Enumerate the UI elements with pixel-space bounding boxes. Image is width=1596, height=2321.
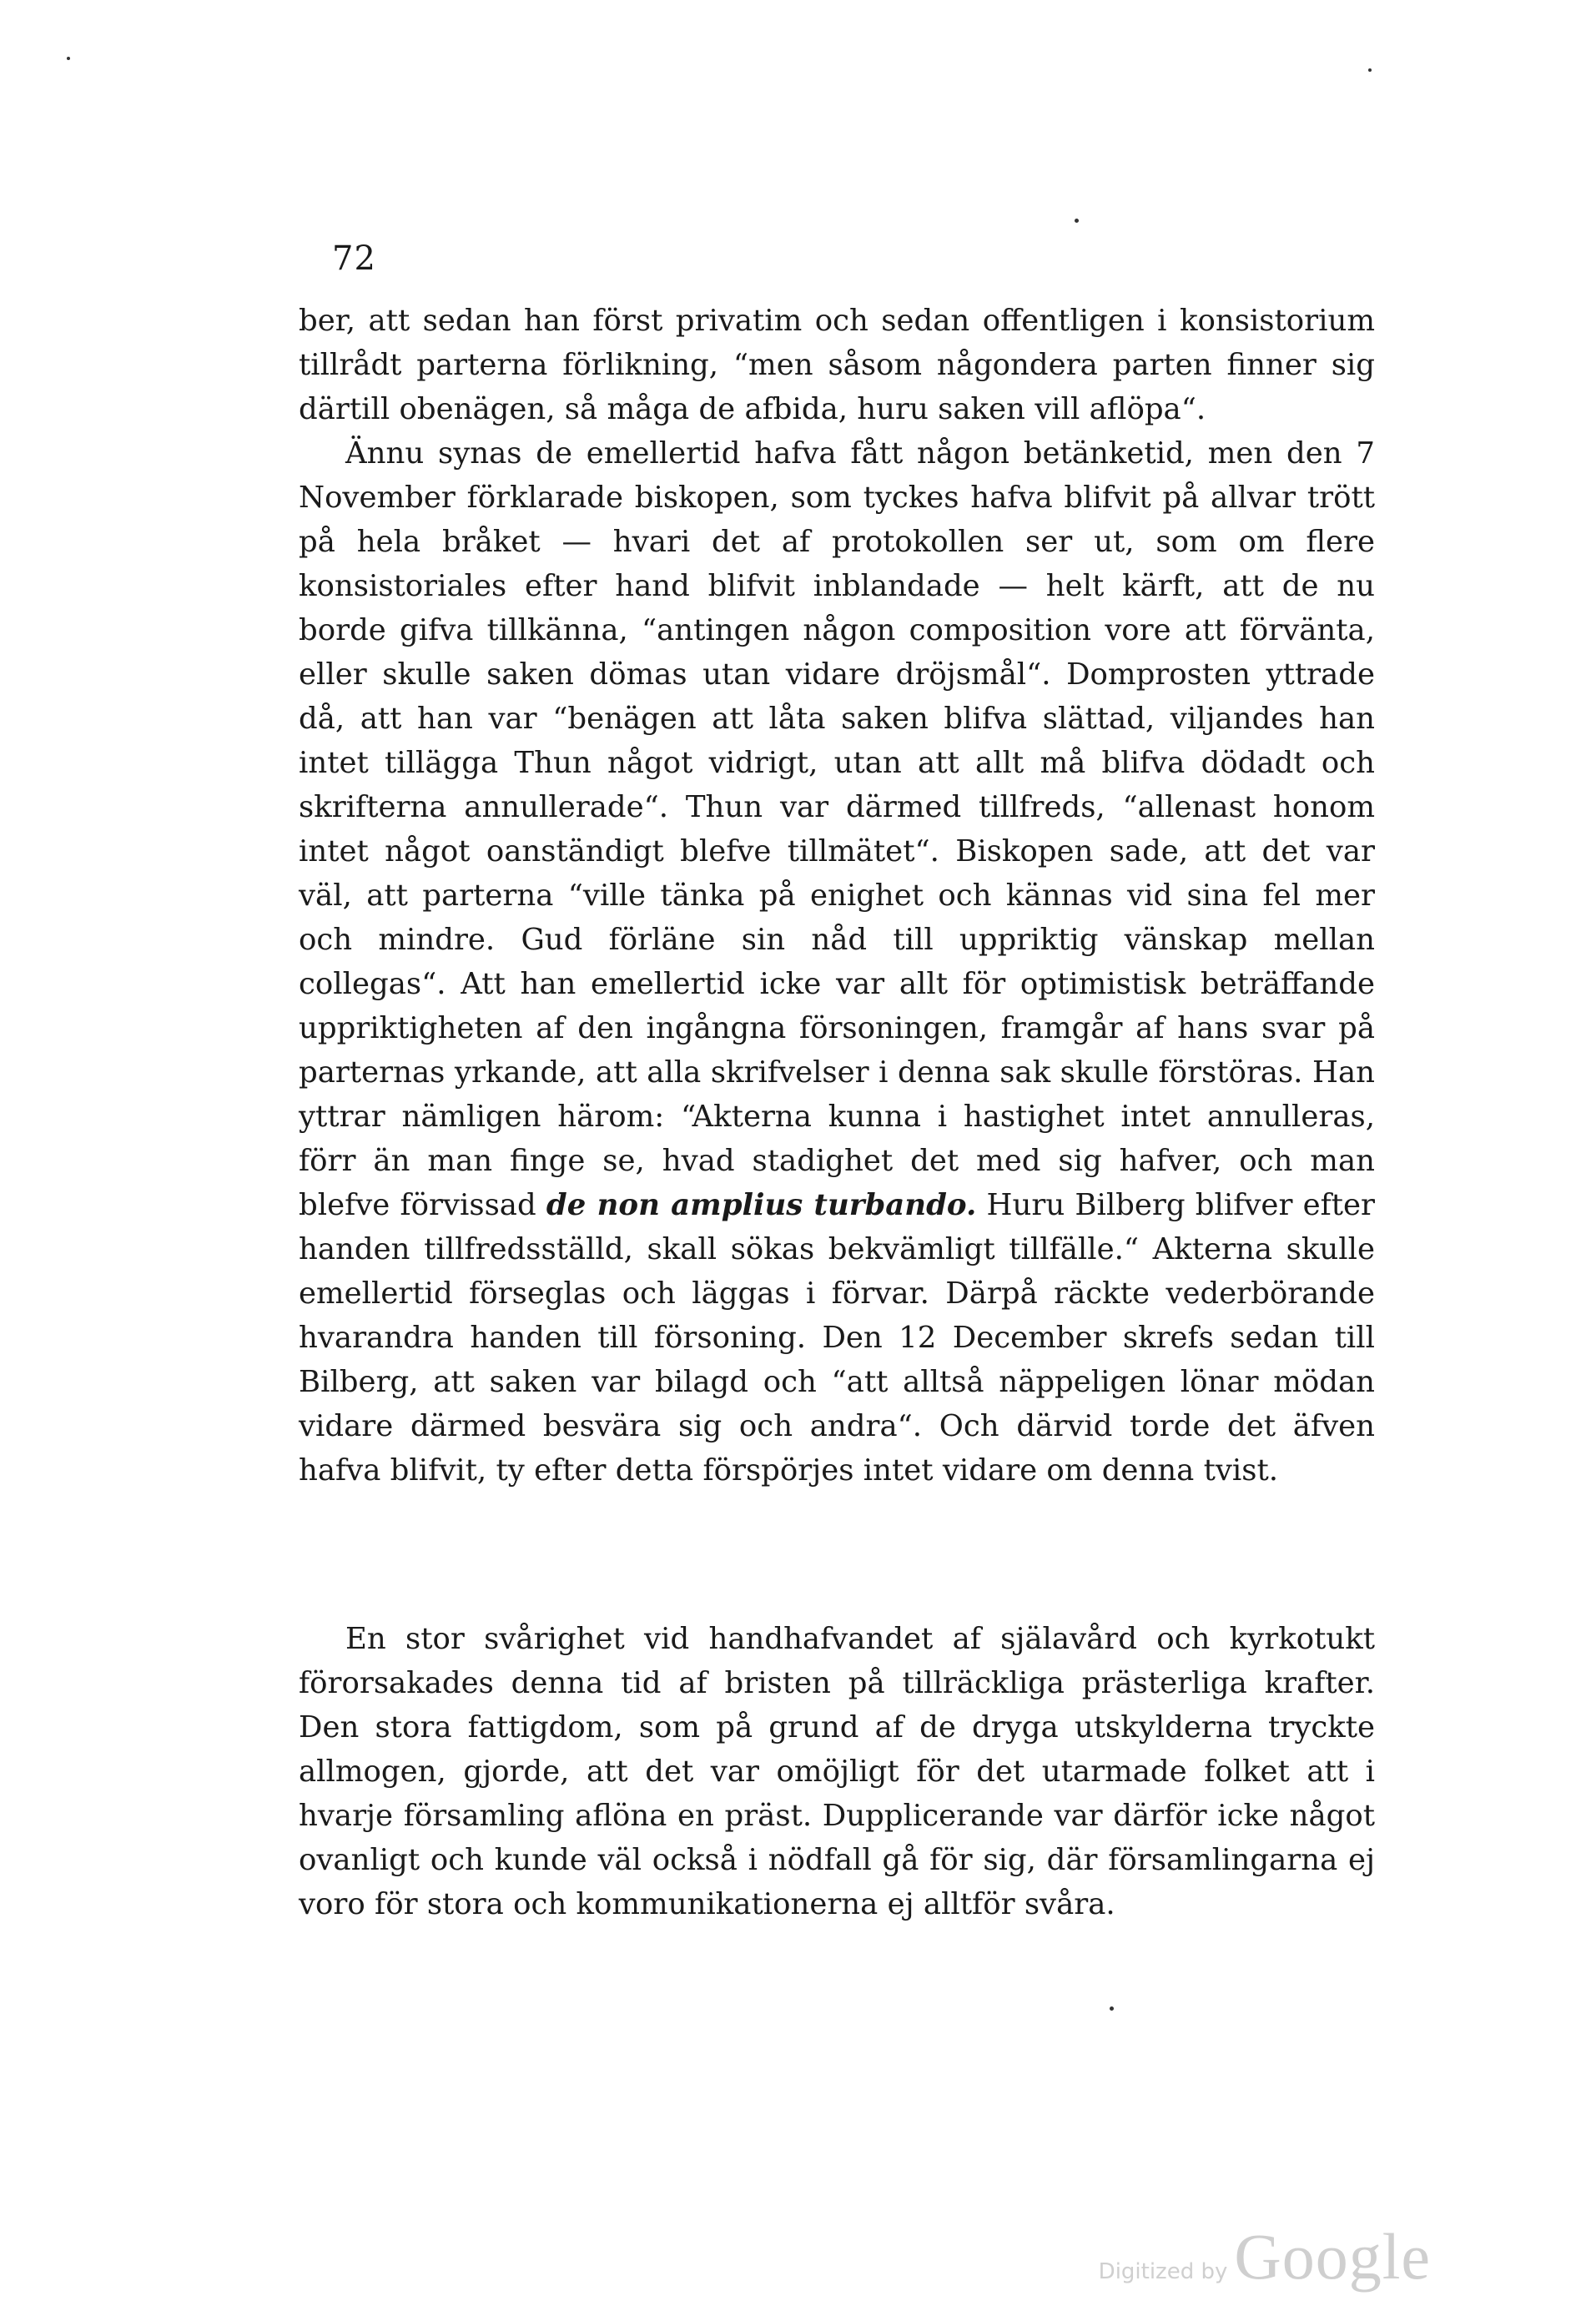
text-block-main <box>299 299 1375 1493</box>
paragraph-continuation: ber, att sedan han först privatim och sedan offentligen i konsistorium tillrådt parterna förlikning, “men såsom någondera parten finner sig därtill obenägen, så måga de afbida, huru saken vill aflöpa“. <box>299 304 1375 426</box>
scan-speck <box>1075 219 1079 223</box>
paragraph-body-text: Ännu synas de emellertid hafva fått någon betänketid, men den 7 November förklarade biskopen, som tyckes hafva blifvit på allvar trött på hela bråket — hvari det af protokollen ser ut, som om flere konsistoriales efter hand blifvit inblandade — helt kärft, att de nu borde gifva tillkänna, “antingen någon composition vore att förvänta, eller skulle saken dömas utan vidare dröjsmål“. Domprosten yttrade då, att han var “benägen att låta saken blifva slättad, viljandes han intet tillägga Thun något vidrigt, utan att allt må blifva dödadt och skrifterna annullerade“. Thun var därmed tillfreds, “allenast honom intet något oanständigt blefve tillmätet“. Biskopen sade, att det var väl, att parterna “ville tänka på enighet och kännas vid sina fel mer och mindre. Gud förläne sin nåd till uppriktig vänskap mellan collegas“. Att han emellertid icke var allt för optimistisk beträffande uppriktigheten af den ingångna försoningen, framgår af hans svar på parternas yrkande, att alla skrifvelser i denna sak skulle förstöras. Han yttrar nämligen härom: “Akterna kunna i hastighet intet annulleras, förr än man finge se, hvad stadighet det med sig hafver, och man blefve förvissad <box>299 436 1375 1222</box>
latin-phrase: de non amplius turbando. <box>546 1188 977 1222</box>
page-number: 72 <box>332 239 376 278</box>
google-logo: Google <box>1234 2220 1431 2293</box>
digitized-watermark <box>1099 2219 1431 2294</box>
paragraph-body-tail: Huru Bilberg blifver efter handen tillfredsställd, skall sökas bekvämligt tillfälle.“ Akterna skulle emellertid förseglas och läggas i förvar. Därpå räckte vederbörande hvarandra handen till försoning. Den 12 December skrefs sedan till Bilberg, att saken var bilagd och “att alltså näppeligen lönar mödan vidare därmed besvära sig och andra“. Och därvid torde det äfven hafva blifvit, ty efter detta förspörjes intet vidare om denna tvist. <box>299 1188 1375 1488</box>
scan-speck <box>67 57 70 60</box>
text-block-section <box>299 1617 1375 1926</box>
paragraph-section: En stor svårighet vid handhafvandet af själavård och kyrkotukt förorsakades denna tid af bristen på tillräckliga prästerliga krafter. Den stora fattigdom, som på grund af de dryga utskylderna tryckte allmogen, gjorde, att det var omöjligt för det utarmade folket att i hvarje församling aflöna en präst. Dupplicerande var därför icke något ovanligt och kunde väl också i nödfall gå för sig, där församlingarna ej voro för stora och kommunikationerna ej alltför svåra. <box>299 1622 1375 1921</box>
scan-speck <box>1110 2006 1114 2011</box>
watermark-prefix: Digitized by <box>1098 2259 1228 2284</box>
paragraph-body <box>299 431 1375 1493</box>
scan-speck <box>1368 68 1372 72</box>
